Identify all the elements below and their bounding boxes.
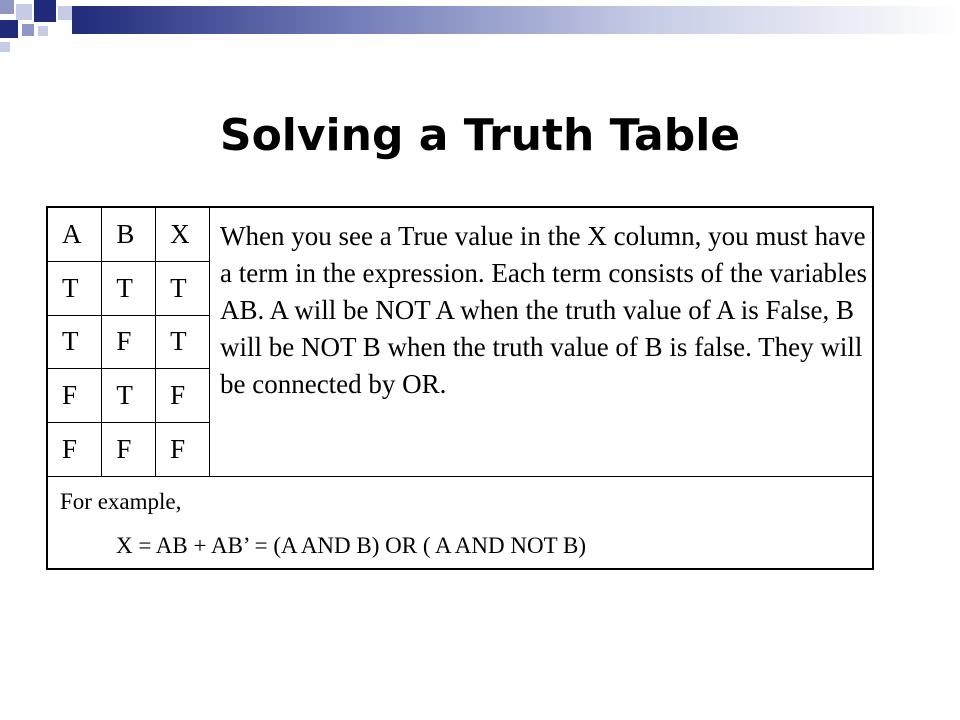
table-cell: F <box>48 369 102 423</box>
table-cell: F <box>48 422 102 476</box>
header-gradient-bar <box>72 6 960 34</box>
header-cell: A <box>48 208 102 262</box>
example-intro: For example, <box>60 489 182 514</box>
example-formula: X = AB + AB’ = (A AND B) OR ( A AND NOT B) <box>116 533 586 558</box>
table-header-row <box>48 208 210 262</box>
deco-square <box>58 6 72 20</box>
table-cell: F <box>156 369 210 423</box>
explanation-text: When you see a True value in the X column, you must have a term in the expression. Each term consists of the variables AB. A will be NOT A when the truth value of A is False, B will be NOT B when the truth value of B is false. They will be connected by OR. <box>220 221 868 399</box>
table-cell: T <box>156 315 210 369</box>
table-row <box>48 315 210 369</box>
header-cell: X <box>156 208 210 262</box>
table-cell: T <box>102 369 156 423</box>
table-cell: T <box>48 315 102 369</box>
deco-square <box>38 26 48 36</box>
slide-title: Solving a Truth Table <box>219 110 741 161</box>
truth-table <box>48 208 210 476</box>
header-cell: B <box>102 208 156 262</box>
deco-square <box>0 0 14 14</box>
table-cell: T <box>102 262 156 316</box>
deco-square <box>0 20 18 38</box>
table-cell: T <box>48 262 102 316</box>
table-cell: F <box>156 422 210 476</box>
truth-table-box <box>46 206 874 570</box>
example-section <box>48 476 872 569</box>
deco-square <box>0 42 10 52</box>
table-row <box>48 369 210 423</box>
table-cell: F <box>102 315 156 369</box>
table-cell: F <box>102 422 156 476</box>
deco-square <box>22 24 34 36</box>
deco-square <box>16 4 32 20</box>
deco-square <box>34 0 56 22</box>
table-row <box>48 422 210 476</box>
table-cell: T <box>156 262 210 316</box>
table-row <box>48 262 210 316</box>
